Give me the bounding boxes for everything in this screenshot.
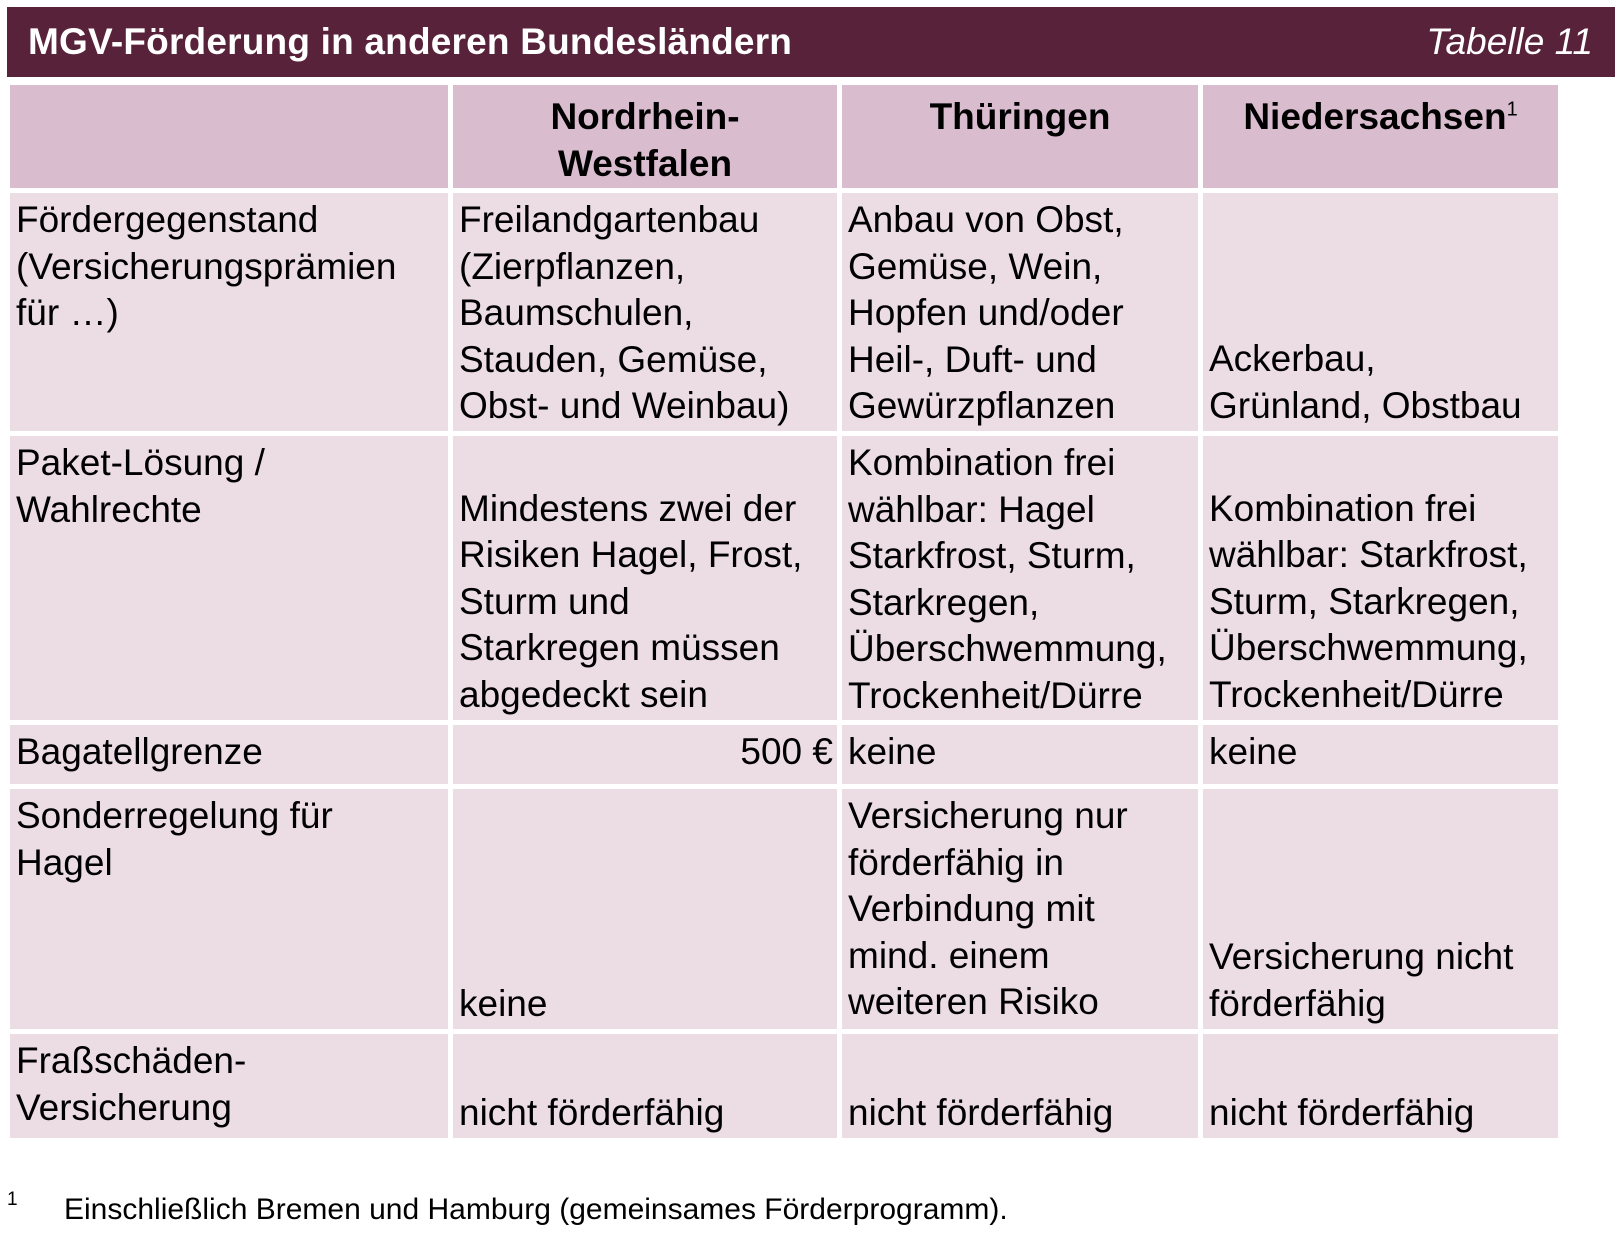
cell-line: Bagatellgrenze	[16, 731, 263, 772]
cell-line: Hopfen und/oder	[848, 292, 1124, 333]
cell-nrw-paket-loesung	[453, 436, 837, 720]
cell-line: wählbar: Starkfrost,	[1209, 534, 1528, 575]
cell-line: mind. einem	[848, 934, 1050, 976]
cell-line: Sturm, Starkregen,	[1209, 580, 1520, 622]
cell-line: Hagel	[16, 841, 113, 883]
cell-line: Baumschulen,	[459, 292, 694, 333]
cell-line: Heil-, Duft- und	[848, 338, 1097, 380]
cell-line: förderfähig in	[848, 841, 1064, 883]
cell-line: Mindestens zwei der	[459, 487, 797, 529]
cell-text	[848, 440, 1192, 719]
cell-text	[16, 1038, 442, 1131]
cell-line: Starkregen müssen	[459, 627, 780, 668]
cell-line: abgedeckt sein	[459, 673, 708, 715]
cell-line: keine	[848, 731, 937, 772]
cell-text	[1209, 729, 1552, 776]
cell-text	[459, 1090, 831, 1137]
cell-line: Paket-Lösung /	[16, 442, 265, 483]
row-label-foerdergegenstand	[10, 193, 448, 431]
cell-line: Überschwemmung,	[848, 628, 1167, 669]
header-niedersachsen-line	[1209, 94, 1552, 141]
header-nrw-line2: Westfalen	[557, 142, 733, 184]
header-thueringen: Thüringen	[929, 96, 1111, 137]
cell-line: Starkregen,	[848, 581, 1040, 623]
cell-line: Gemüse, Wein,	[848, 245, 1103, 287]
footnote-number: 1	[7, 1189, 18, 1210]
row-label-sonderregelung-hagel	[10, 789, 448, 1029]
cell-text	[1209, 486, 1552, 719]
cell-text	[848, 793, 1192, 1026]
cell-line: Starkfrost, Sturm,	[848, 535, 1136, 576]
cell-text	[459, 197, 831, 430]
cell-line: Trockenheit/Dürre	[1209, 673, 1504, 715]
cell-line: Anbau von Obst,	[848, 199, 1124, 240]
cell-line: Obst- und Weinbau)	[459, 385, 790, 426]
cell-text	[16, 793, 442, 886]
cell-thueringen-bagatellgrenze	[842, 725, 1198, 784]
cell-text	[459, 729, 833, 776]
cell-thueringen-foerdergegenstand	[842, 193, 1198, 431]
cell-niedersachsen-paket-loesung	[1203, 436, 1558, 720]
cell-line: Stauden, Gemüse,	[459, 338, 768, 380]
cell-thueringen-paket-loesung	[842, 436, 1198, 720]
cell-line: Fördergegenstand	[16, 199, 319, 240]
cell-niedersachsen-sonderregelung-hagel	[1203, 789, 1558, 1029]
cell-line: keine	[1209, 731, 1298, 772]
cell-line: nicht förderfähig	[459, 1091, 725, 1133]
cell-text	[1209, 934, 1552, 1027]
header-cell-nrw	[453, 85, 837, 188]
cell-text	[16, 440, 442, 533]
header-cell-empty	[10, 85, 448, 188]
cell-nrw-bagatellgrenze	[453, 725, 837, 784]
cell-line: Ackerbau,	[1209, 338, 1376, 379]
cell-line: (Versicherungsprämien	[16, 245, 397, 287]
cell-text	[848, 197, 1192, 430]
cell-line: Sturm und	[459, 580, 630, 622]
cell-nrw-foerdergegenstand	[453, 193, 837, 431]
cell-line: wählbar: Hagel	[848, 488, 1095, 530]
cell-line: Verbindung mit	[848, 888, 1095, 929]
cell-thueringen-sonderregelung-hagel	[842, 789, 1198, 1029]
cell-line: Freilandgartenbau	[459, 199, 760, 240]
cell-text	[1209, 336, 1552, 429]
cell-text	[848, 729, 1192, 776]
cell-line: Trockenheit/Dürre	[848, 674, 1143, 716]
cell-text	[16, 197, 442, 337]
cell-text	[459, 981, 831, 1028]
cell-line: weiteren Risiko	[848, 981, 1099, 1022]
cell-nrw-sonderregelung-hagel	[453, 789, 837, 1029]
footnote-text: Einschließlich Bremen und Hamburg (gemeinsames Förderprogramm).	[64, 1193, 1008, 1226]
header-cell-thueringen	[842, 85, 1198, 188]
cell-thueringen-frassschaeden	[842, 1034, 1198, 1138]
cell-line: 500 €	[740, 731, 833, 772]
cell-line: nicht förderfähig	[848, 1091, 1114, 1133]
table-number: Tabelle 11	[1426, 21, 1593, 62]
row-label-paket-loesung	[10, 436, 448, 720]
cell-text	[848, 1090, 1192, 1137]
cell-line: Fraßschäden-	[16, 1040, 247, 1081]
footnote-mark: 1	[1506, 98, 1518, 121]
cell-text	[16, 729, 442, 776]
cell-niedersachsen-foerdergegenstand	[1203, 193, 1558, 431]
cell-line: Versicherung nicht	[1209, 936, 1514, 977]
row-label-frassschaeden	[10, 1034, 448, 1138]
cell-line: Kombination frei	[1209, 487, 1477, 529]
header-cell-niedersachsen	[1203, 85, 1558, 188]
row-label-bagatellgrenze	[10, 725, 448, 784]
cell-line: Grünland, Obstbau	[1209, 384, 1522, 426]
cell-line: Sonderregelung für	[16, 795, 333, 836]
cell-text	[1209, 1090, 1552, 1137]
table-title-bar	[7, 7, 1615, 77]
cell-line: für …)	[16, 292, 119, 333]
cell-text	[459, 486, 831, 719]
cell-line: Gewürzpflanzen	[848, 385, 1116, 426]
cell-line: Versicherung nur	[848, 795, 1128, 836]
cell-line: Risiken Hagel, Frost,	[459, 534, 803, 575]
cell-line: Kombination frei	[848, 442, 1116, 483]
cell-niedersachsen-frassschaeden	[1203, 1034, 1558, 1138]
cell-nrw-frassschaeden	[453, 1034, 837, 1138]
cell-line: förderfähig	[1209, 982, 1386, 1024]
cell-line: nicht förderfähig	[1209, 1091, 1475, 1133]
header-niedersachsen: Niedersachsen	[1243, 96, 1507, 137]
cell-niedersachsen-bagatellgrenze	[1203, 725, 1558, 784]
cell-line: Versicherung	[16, 1086, 232, 1128]
cell-line: keine	[459, 982, 548, 1024]
cell-line: Wahlrechte	[16, 488, 202, 530]
table-title: MGV-Förderung in anderen Bundesländern	[28, 21, 793, 62]
cell-line: Überschwemmung,	[1209, 627, 1528, 668]
cell-line: (Zierpflanzen,	[459, 245, 686, 287]
header-nrw-line1: Nordrhein-	[550, 96, 740, 137]
